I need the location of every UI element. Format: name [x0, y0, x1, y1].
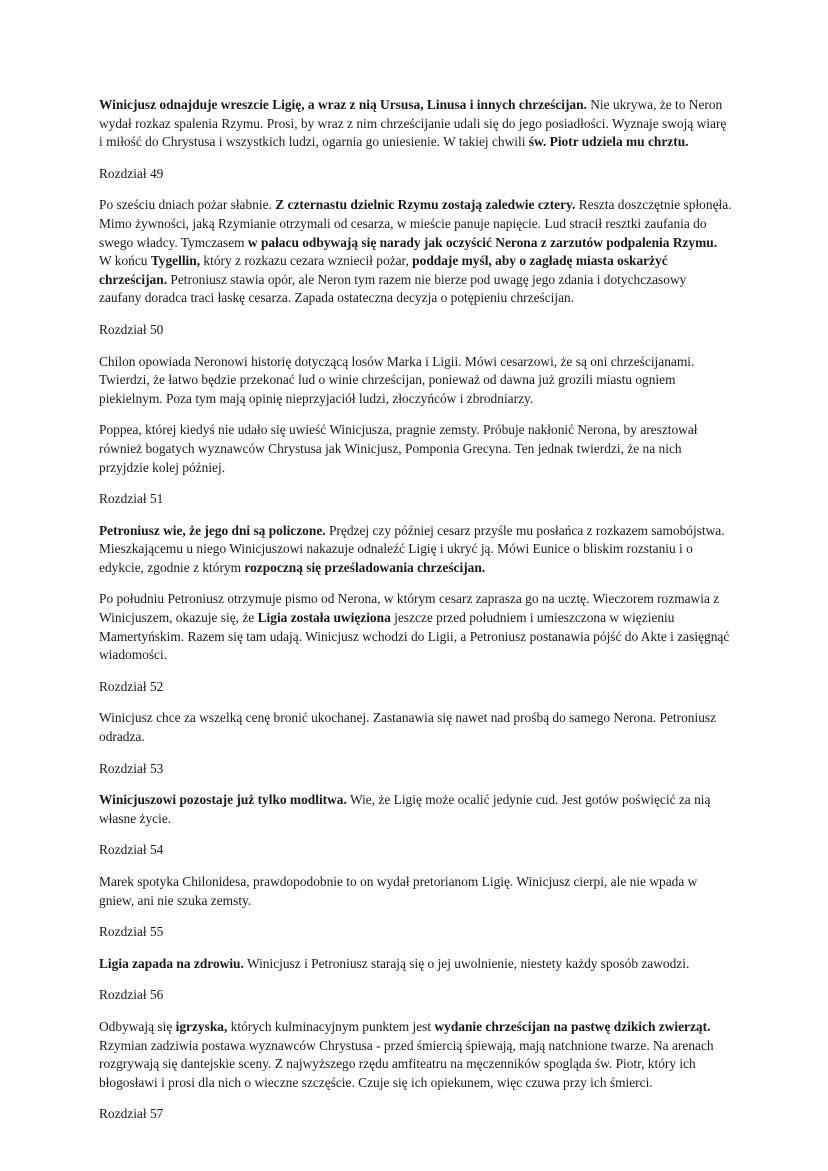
bold-text: wydanie chrześcijan na pastwę dzikich zwierząt.	[434, 1018, 711, 1034]
paragraph	[99, 791, 732, 828]
text-run: Chilon opowiada Neronowi historię dotyczącą losów Marka i Ligii. Mówi cesarzowi, że są oni chrześcijanami. Twierdzi, że łatwo będzie przekonać lud o winie chrześcijan, ponieważ od dawna już grozili miastu ogniem piekielnym. Poza tym mają opinię nieprzyjaciół ludzi, złoczyńców i zbrodniarzy.	[99, 353, 695, 406]
bold-text: św. Piotr udziela mu chrztu.	[528, 134, 689, 150]
text-run: Rozdział 51	[99, 491, 164, 507]
bold-text: Ligia została uwięziona	[257, 610, 391, 626]
text-run: Wie, że Ligię może ocalić jedynie cud. Jest gotów poświęcić za nią własne życie.	[99, 792, 711, 826]
text-run: jeszcze przed południem i umieszczona w więzieniu Mamertyńskim. Razem się tam udają. Winicjusz wchodzi do Ligii, a Petroniusz postanawia pójść do Akte i zasięgnąć wiadomości.	[99, 610, 730, 663]
chapter-heading	[99, 986, 732, 1005]
text-run: W końcu	[99, 253, 151, 269]
bold-text: rozpoczną się prześladowania chrześcijan.	[244, 559, 486, 575]
text-run: Reszta doszczętnie spłonęła. Mimo żywności, jaką Rzymianie otrzymali od cesarza, w mieście panuje napięcie. Lud stracił resztki zaufania do swego władcy. Tymczasem	[99, 197, 732, 250]
chapter-heading	[99, 923, 732, 942]
chapter-heading	[99, 1105, 732, 1124]
bold-text: poddaje myśl, aby o zagładę miasta oskarżyć chrześcijan.	[99, 253, 668, 287]
text-run: Po sześciu dniach pożar słabnie.	[99, 197, 276, 213]
document-body	[99, 96, 732, 1124]
bold-text: Tygellin,	[150, 253, 201, 269]
bold-text: Winicjusz odnajduje wreszcie Ligię, a wraz z nią Ursusa, Linusa i innych chrześcijan.	[99, 97, 587, 112]
chapter-heading	[99, 841, 732, 860]
text-run: Nie ukrywa, że to Neron wydał rozkaz spalenia Rzymu. Prosi, by wraz z nim chrześcijanie udali się do jego posiadłości. Wyznaje swoją wiarę i miłość do Chrystusa i wszystkich ludzi, ogarnia go uniesienie. W takiej chwili	[99, 97, 727, 150]
text-run: Odbywają się	[99, 1018, 176, 1034]
chapter-heading	[99, 678, 732, 697]
text-run: Rzymian zadziwia postawa wyznawców Chrystusa - przed śmiercią śpiewają, mają natchnione twarze. Na arenach rozgrywają się dantejskie sceny. Z najwyższego rzędu amfiteatru na męczenników spogląda św. Piotr, który ich błogosławi i prosi dla nich o wieczne szczęście. Czuje się ich opiekunem, więc czuwa przy ich śmierci.	[99, 1037, 714, 1090]
text-run: który z rozkazu cezara wzniecił pożar,	[200, 253, 413, 269]
chapter-heading	[99, 165, 732, 184]
chapter-heading	[99, 760, 732, 779]
bold-text: Petroniusz wie, że jego dni są policzone.	[99, 522, 326, 538]
bold-text: Ligia zapada na zdrowiu.	[99, 955, 244, 971]
text-run: Rozdział 49	[99, 165, 164, 181]
bold-text: w pałacu odbywają się narady jak oczyścić Nerona z zarzutów podpalenia Rzymu.	[247, 234, 718, 250]
paragraph	[99, 421, 732, 477]
paragraph	[99, 873, 732, 910]
chapter-heading	[99, 321, 732, 340]
bold-text: Z czternastu dzielnic Rzymu zostają zaledwie cztery.	[275, 197, 576, 213]
text-run: których kulminacyjnym punktem jest	[227, 1018, 435, 1034]
bold-text: Winicjuszowi pozostaje już tylko modlitwa.	[99, 792, 347, 808]
text-run: Petroniusz stawia opór, ale Neron tym razem nie bierze pod uwagę jego zdania i dotychczasowy zaufany doradca traci łaskę cesarza. Zapada ostateczna decyzja o potępieniu chrześcijan.	[99, 271, 687, 306]
paragraph	[99, 709, 732, 746]
text-run: Rozdział 55	[99, 924, 164, 940]
paragraph	[99, 353, 732, 409]
bold-text: igrzyska,	[175, 1018, 228, 1034]
paragraph	[99, 955, 732, 974]
paragraph	[99, 1018, 732, 1092]
text-run: Rozdział 54	[99, 842, 164, 858]
paragraph	[99, 96, 732, 152]
text-run: Winicjusz chce za wszelką cenę bronić ukochanej. Zastanawia się nawet nad prośbą do samego Nerona. Petroniusz odradza.	[99, 710, 717, 745]
text-run: Rozdział 53	[99, 760, 164, 776]
text-run: Prędzej czy później cesarz przyśle mu posłańca z rozkazem samobójstwa. Mieszkającemu u niego Winicjuszowi nakazuje odnaleźć Ligię i ukryć ją. Mówi Eunice o bliskim rozstaniu i o edykcie, zgodnie z którym	[99, 522, 725, 575]
paragraph	[99, 590, 732, 664]
paragraph	[99, 522, 732, 578]
chapter-heading	[99, 490, 732, 509]
text-run: Po południu Petroniusz otrzymuje pismo od Nerona, w którym cesarz zaprasza go na ucztę. Wieczorem rozmawia z Winicjuszem, okazuje się, że	[99, 591, 720, 626]
text-run: Rozdział 56	[99, 987, 164, 1003]
text-run: Poppea, której kiedyś nie udało się uwieść Winicjusza, pragnie zemsty. Próbuje nakłonić Nerona, by aresztował również bogatych wyznawców Chrystusa jak Winicjusz, Pomponia Grecyna. Ten jednak twierdzi, że na nich przyjdzie kolej później.	[99, 422, 698, 475]
text-run: Marek spotyka Chilonidesa, prawdopodobnie to on wydał pretorianom Ligię. Winicjusz cierpi, ale nie wpada w gniew, ani nie szuka zemsty.	[99, 874, 698, 908]
text-run: Rozdział 50	[99, 321, 164, 337]
text-run: Winicjusz i Petroniusz starają się o jej uwolnienie, niestety każdy sposób zawodzi.	[243, 955, 690, 971]
paragraph	[99, 196, 732, 308]
text-run: Rozdział 52	[99, 678, 164, 694]
text-run: Rozdział 57	[99, 1106, 164, 1122]
